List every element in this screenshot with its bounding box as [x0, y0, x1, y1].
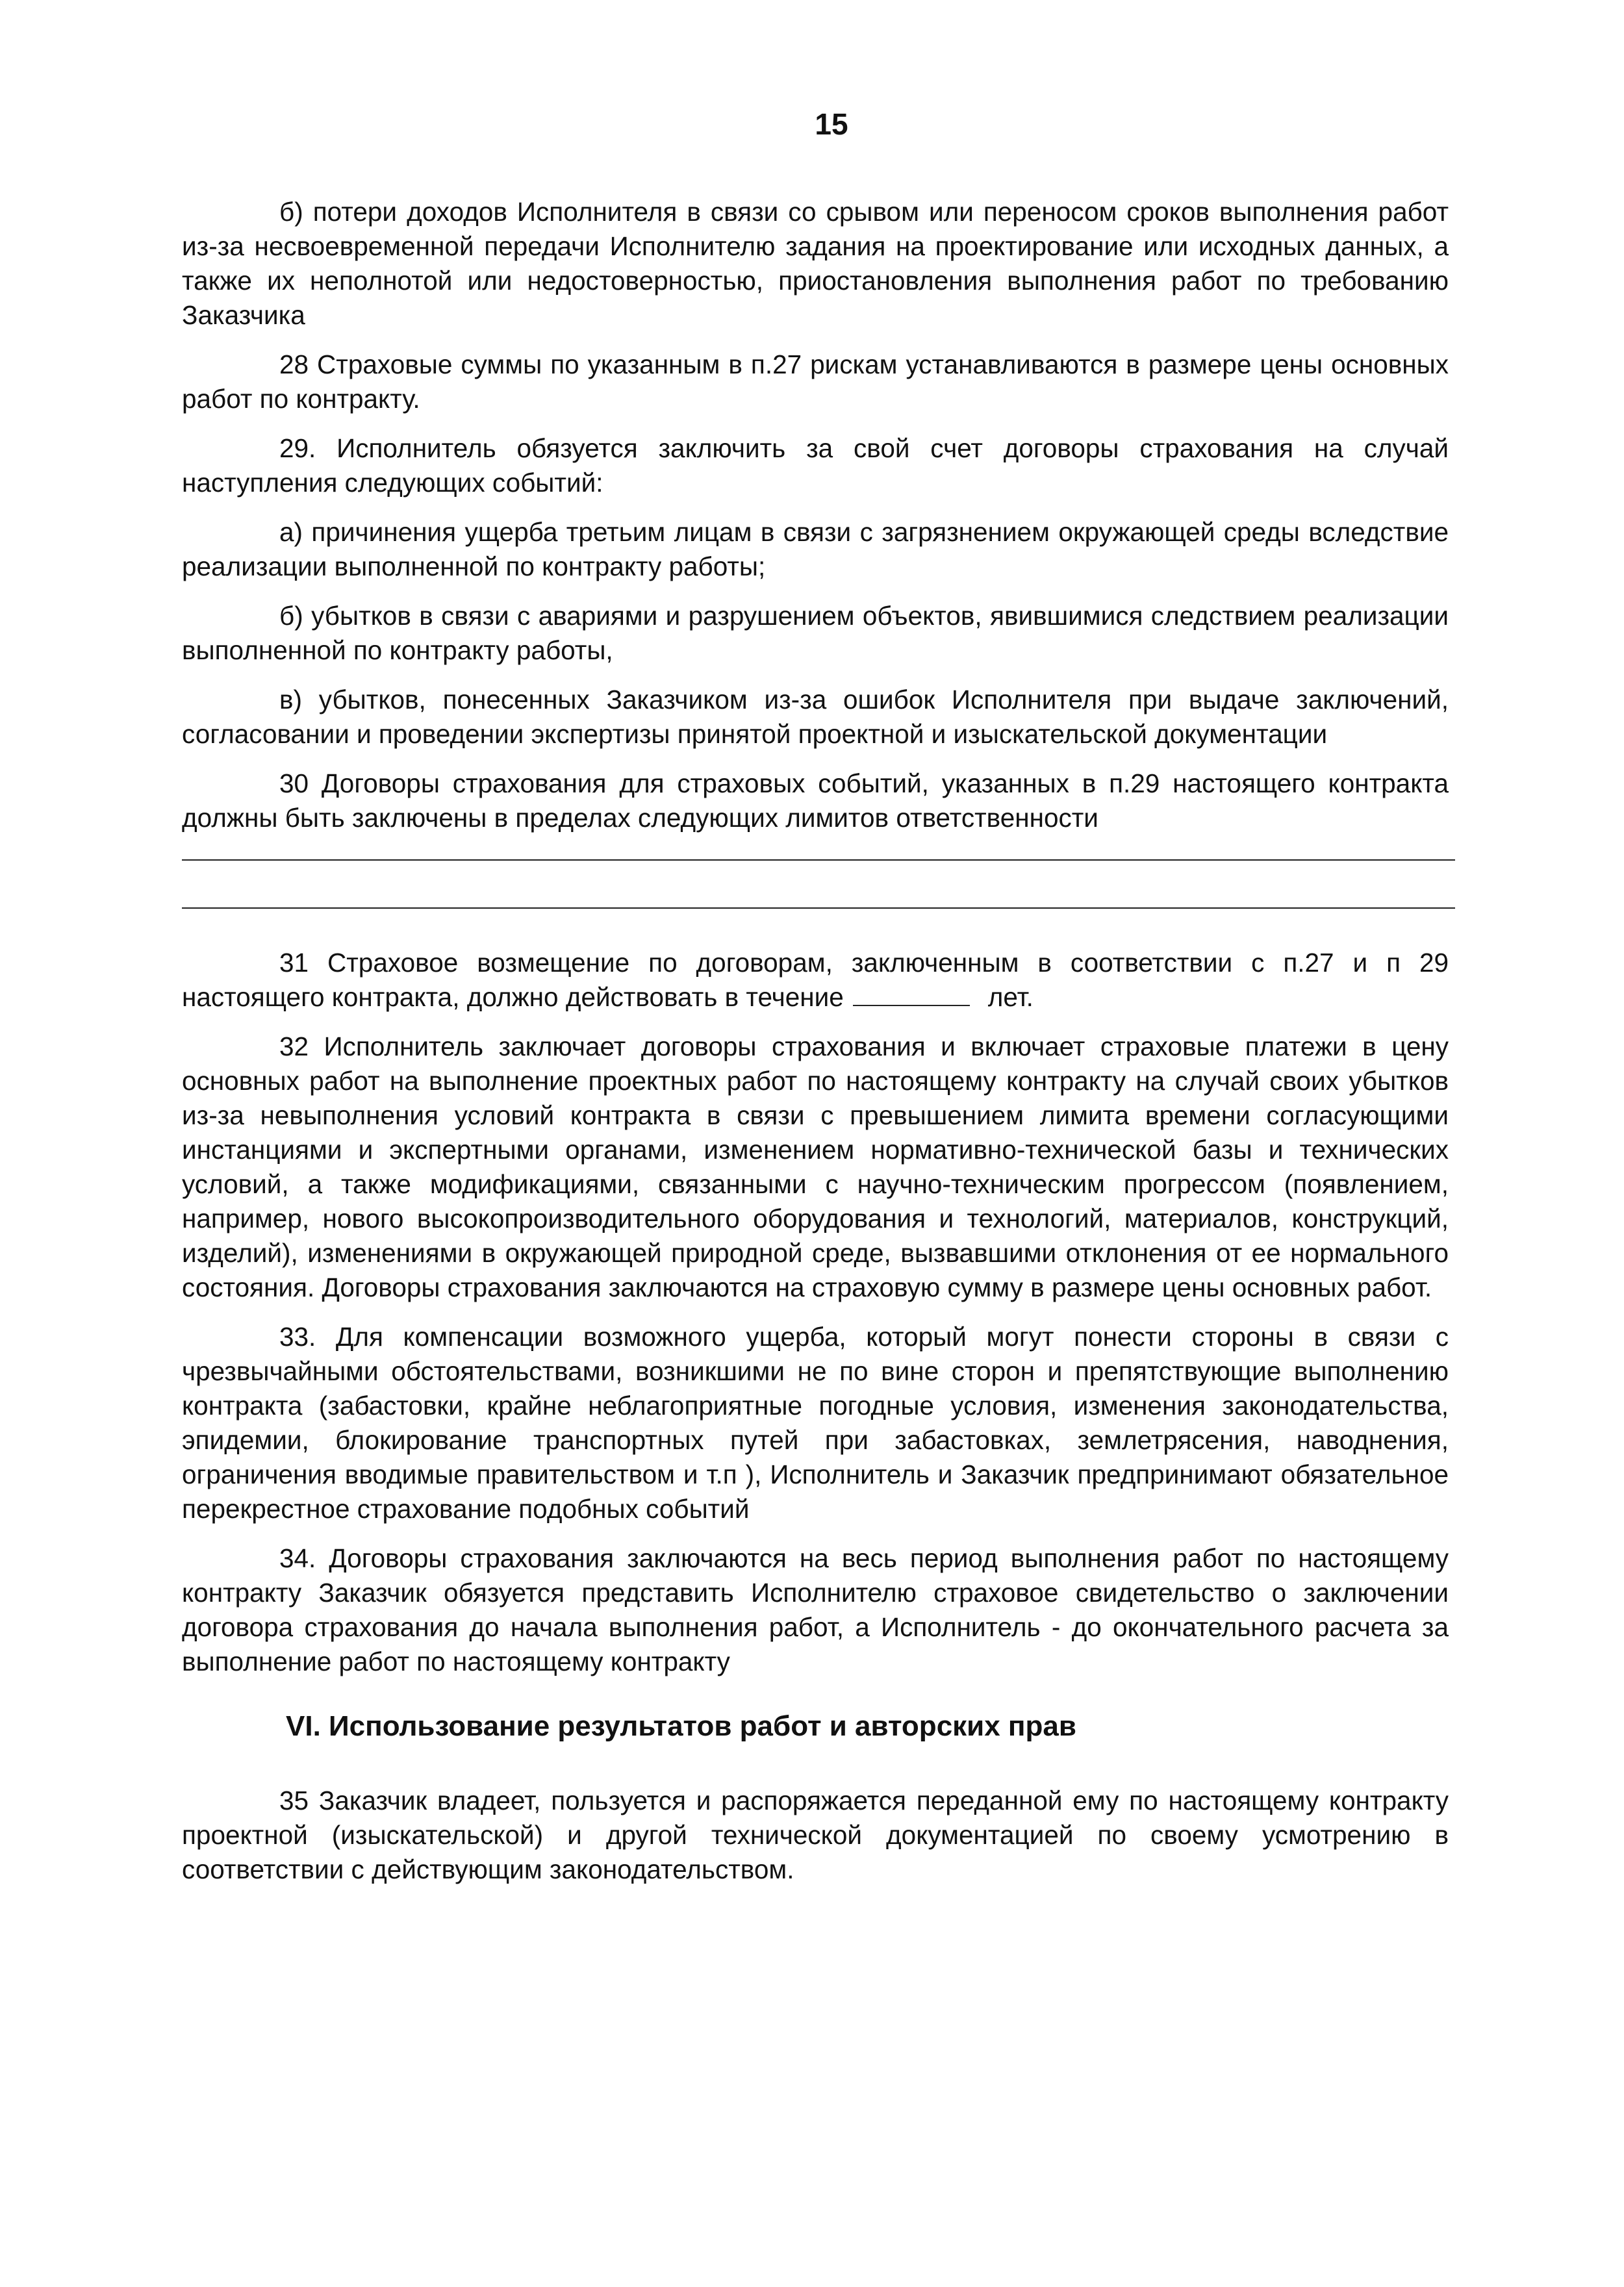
paragraph-30: 30 Договоры страхования для страховых событий, указанных в п.29 настоящего контракта должны быть заключены в пределах следующих лимитов ответственности — [182, 768, 1449, 833]
paragraph-33: 33. Для компенсации возможного ущерба, который могут понести стороны в связи с чрезвычайными обстоятельствами, возникшими не по вине сторон и препятствующие выполнению контракта (забастовки, крайне неблагоприятные погодные условия, изменения законодательства, эпидемии, блокирование транспортных путей при забастовках, землетрясения, наводнения, ограничения вводимые правительством и т.п ), Исполнитель и Заказчик предпринимают обязательное перекрестное страхование подобных событий — [182, 1322, 1449, 1524]
years-blank-field — [853, 980, 970, 1006]
section-vi-heading: VI. Использование результатов работ и авторских прав — [286, 1710, 1076, 1742]
liability-limits-blank-line-2 — [182, 907, 1455, 909]
document-body — [182, 195, 1449, 1902]
paragraph-29-b: б) убытков в связи с авариями и разрушением объектов, явившимися следствием реализации выполненной по контракту работы, — [182, 601, 1449, 665]
paragraph-32: 32 Исполнитель заключает договоры страхования и включает страховые платежи в цену основных работ на выполнение проектных работ по настоящему контракту на случай своих убытков из-за невыполнения условий контракта в связи с превышением лимита времени согласующими инстанциями и экспертными органами, изменением нормативно-технической базы и технических условий, а также модификациями, связанными с научно-техническим прогрессом (появлением, например, нового высокопроизводительного оборудования и технологий, материалов, конструкций, изделий), изменениями в окружающей природной среде, вызвавшими отклонения от ее нормального состояния. Договоры страхования заключаются на страховую сумму в размере цены основных работ. — [182, 1031, 1449, 1302]
paragraph-29: 29. Исполнитель обязуется заключить за свой счет договоры страхования на случай наступления следующих событий: — [182, 433, 1449, 498]
paragraph-29-a: а) причинения ущерба третьим лицам в связи с загрязнением окружающей среды вследствие реализации выполненной по контракту работы; — [182, 517, 1449, 581]
paragraph-35: 35 Заказчик владеет, пользуется и распоряжается переданной ему по настоящему контракту проектной (изыскательской) и другой технической документацией по своему усмотрению в соответствии с действующим законодательством. — [182, 1786, 1449, 1884]
paragraph-28: 28 Страховые суммы по указанным в п.27 рискам устанавливаются в размере цены основных работ по контракту. — [182, 349, 1449, 414]
paragraph-31 — [182, 946, 1449, 1015]
paragraph-29-v: в) убытков, понесенных Заказчиком из-за ошибок Исполнителя при выдаче заключений, согласовании и проведении экспертизы принятой проектной и изыскательской документации — [182, 685, 1449, 749]
paragraph-loss-of-income: б) потери доходов Исполнителя в связи со срывом или переносом сроков выполнения работ из-за несвоевременной передачи Исполнителю задания на проектирование или исходных данных, а также их неполнотой или недостоверностью, приостановления выполнения работ по требованию Заказчика — [182, 197, 1449, 330]
paragraph-31-text: 31 Страховое возмещение по договорам, заключенным в соответствии с п.27 и п 29 настоящего контракта, должно действовать в течение — [182, 948, 1449, 1012]
liability-limits-blank-line-1 — [182, 859, 1455, 861]
paragraph-34: 34. Договоры страхования заключаются на весь период выполнения работ по настоящему контракту Заказчик обязуется представить Исполнителю страховое свидетельство о заключении договора страхования до начала выполнения работ, а Исполнитель - до окончательного расчета за выполнение работ по настоящему контракту — [182, 1543, 1449, 1676]
page-number: 15 — [815, 107, 848, 141]
paragraph-31-years-label: лет. — [987, 982, 1034, 1012]
